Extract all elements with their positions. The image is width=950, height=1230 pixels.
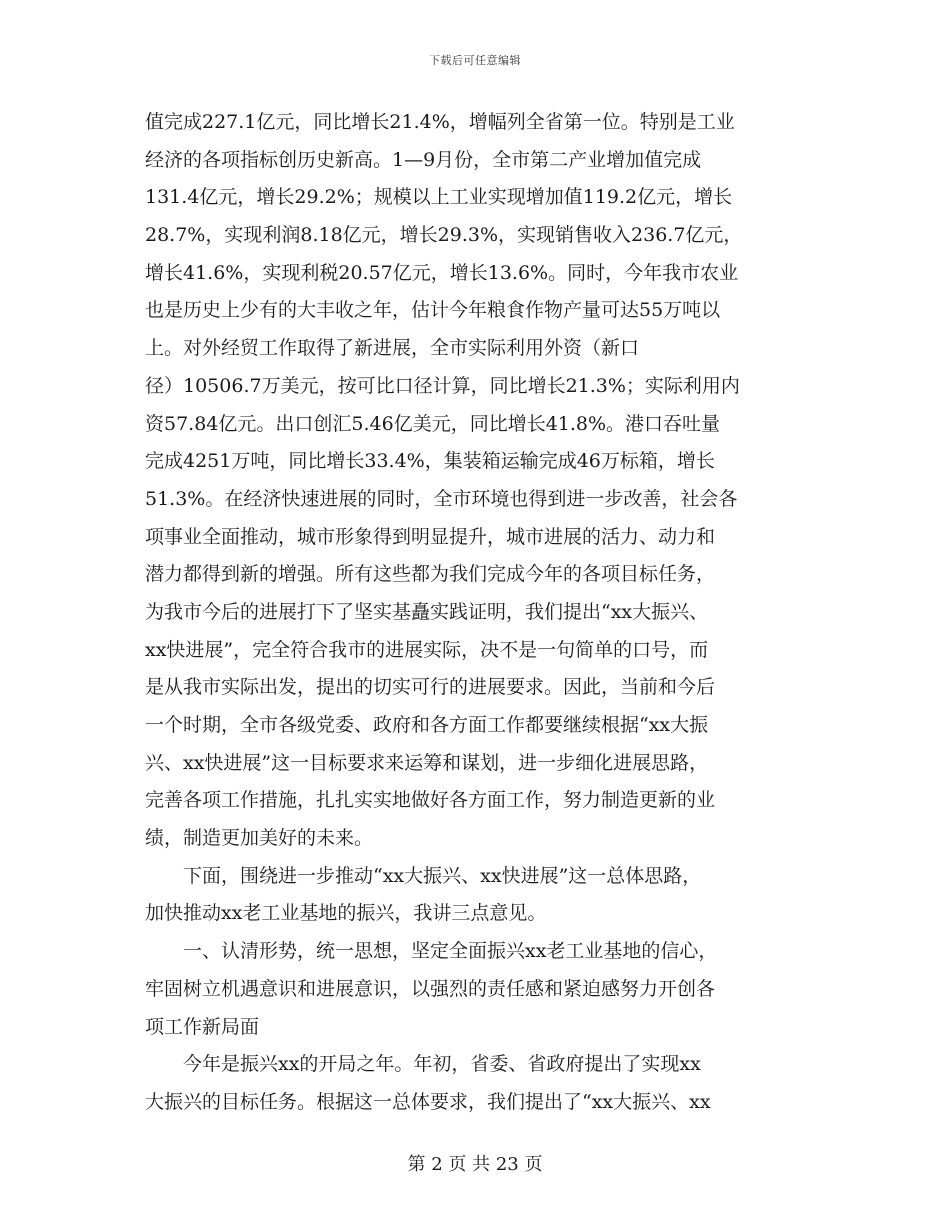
text-line: 项事业全面推动，城市形象得到明显提升，城市进展的活力、动力和 (145, 525, 716, 548)
text-line: 今年是振兴xx的开局之年。年初，省委、省政府提出了实现xx (145, 1053, 701, 1076)
text-line: 牢固树立机遇意识和进展意识，以强烈的责任感和紧迫感努力开创各 (145, 977, 716, 1000)
text-line: 一、认清形势，统一思想，坚定全面振兴xx老工业基地的信心， (145, 940, 718, 963)
text-line: 是从我市实际出发，提出的切实可行的进展要求。因此，当前和今后 (145, 676, 716, 699)
text-line: 资57.84亿元。出口创汇5.46亿美元，同比增长41.8%。港口吞吐量 (145, 412, 721, 435)
text-line: xx快进展”，完全符合我市的进展实际，决不是一句简单的口号，而 (145, 638, 709, 661)
text-line: 加快推动xx老工业基地的振兴，我讲三点意见。 (145, 902, 547, 925)
text-line: 大振兴的目标任务。根据这一总体要求，我们提出了“xx大振兴、xx (145, 1090, 711, 1113)
text-line: 131.4亿元，增长29.2%；规模以上工业实现增加值119.2亿元，增长 (145, 186, 733, 209)
document-body (145, 104, 805, 1122)
text-line: 值完成227.1亿元，同比增长21.4%，增幅列全省第一位。特别是工业 (145, 111, 735, 133)
text-line: 为我市今后的进展打下了坚实基矗实践证明，我们提出“xx大振兴、 (145, 600, 709, 623)
text-line: 上。对外经贸工作取得了新进展，全市实际利用外资（新口 (145, 337, 640, 360)
text-line: 28.7%，实现利润8.18亿元，增长29.3%，实现销售收入236.7亿元， (145, 224, 743, 247)
text-line: 潜力都得到新的增强。所有这些都为我们完成今年的各项目标任务， (145, 563, 716, 586)
page-header: 下载后可任意编辑 (429, 54, 521, 67)
text-line: 径）10506.7万美元，按可比口径计算，同比增长21.3%；实际利用内 (145, 374, 740, 397)
text-line: 下面，围绕进一步推动“xx大振兴、xx快进展”这一总体思路， (145, 864, 702, 887)
text-line: 完成4251万吨，同比增长33.4%，集装箱运输完成46万标箱，增长 (145, 450, 715, 473)
text-line: 增长41.6%，实现利税20.57亿元，增长13.6%。同时，今年我市农业 (145, 261, 739, 284)
text-line: 51.3%。在经济快速进展的同时，全市环境也得到进一步改善，社会各 (145, 487, 738, 510)
text-line: 经济的各项指标创历史新高。1—9月份，全市第二产业增加值完成 (145, 148, 702, 171)
text-line: 完善各项工作措施，扎扎实实地做好各方面工作，努力制造更新的业 (145, 789, 716, 812)
text-line: 绩，制造更加美好的未来。 (145, 827, 374, 850)
text-line: 一个时期，全市各级党委、政府和各方面工作都要继续根据“xx大振 (145, 714, 709, 736)
page-footer: 第 2 页 共 23 页 (407, 1154, 543, 1175)
text-line: 也是历史上少有的大丰收之年，估计今年粮食作物产量可达55万吨以 (145, 299, 721, 322)
text-line: 兴、xx快进展”这一目标要求来运筹和谋划，进一步细化进展思路， (145, 751, 709, 774)
text-line: 项工作新局面 (145, 1015, 260, 1038)
